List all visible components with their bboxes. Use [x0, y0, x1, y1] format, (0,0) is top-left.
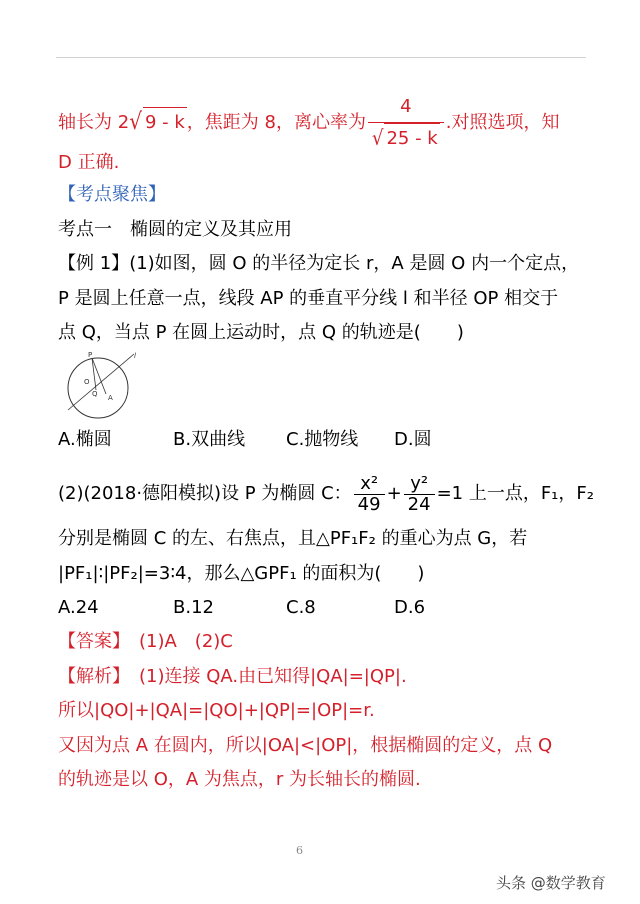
- option-d: D.6: [394, 597, 426, 618]
- option-d: D.圆: [394, 429, 432, 450]
- option-a: A.24: [58, 597, 99, 618]
- solution-line-2: D 正确.: [58, 152, 120, 173]
- analysis-line-3: 又因为点 A 在圆内，所以|OA|<|OP|，根据椭圆的定义，点 Q: [58, 735, 553, 756]
- fraction-y2-24: $\frac{\text{y²}}{24}$: [404, 474, 435, 515]
- option-b: B.双曲线: [173, 429, 246, 450]
- example1-line-1: 【例 1】(1)如图，圆 O 的半径为定长 r，A 是圆 O 内一个定点，: [58, 253, 580, 274]
- analysis-line-2: 所以|QO|+|QA|=|QO|+|QP|=|OP|=r.: [58, 700, 375, 721]
- eccentricity-fraction: $\frac{4}{√ 25 - k}$: [368, 92, 444, 154]
- option-c: C.抛物线: [286, 429, 359, 450]
- option-a: A.椭圆: [58, 429, 112, 450]
- line1-mid: ，焦距为 8，离心率为: [186, 112, 366, 133]
- circle-figure: [60, 350, 140, 420]
- analysis-line-1: 【解析】 (1)连接 QA.由已知得|QA|=|QP|.: [58, 666, 407, 687]
- example-label: 【例 1】: [58, 253, 130, 274]
- example2-line-3: |PF₁|∶|PF₂|=3∶4，那么△GPF₁ 的面积为( ): [58, 563, 425, 584]
- example1-line-2: P 是圆上任意一点，线段 AP 的垂直平分线 l 和半径 OP 相交于: [58, 288, 559, 309]
- figure-label-a: A: [108, 394, 113, 402]
- top-rule: [56, 57, 586, 58]
- example2-line-1: (2)(2018·德阳模拟)设 P 为椭圆 C： $\frac{\text{x²}}{49}$ + $\frac{\text{y²}}{24}$ =1 上一点，F₁，F₂: [58, 472, 594, 515]
- figure-label-l: l: [134, 352, 136, 360]
- analysis-tag: 【解析】: [58, 666, 121, 687]
- answer-line: [58, 631, 233, 653]
- analysis-line-4: 的轨迹是以 O，A 为焦点，r 为长轴长的椭圆.: [58, 769, 421, 790]
- example1-line-3: 点 Q，当点 P 在圆上运动时，点 Q 的轨迹是( ): [58, 322, 464, 343]
- option-c: C.8: [286, 597, 316, 618]
- topic-heading: 考点一 椭圆的定义及其应用: [58, 219, 292, 240]
- figure-label-q: Q: [92, 390, 98, 398]
- fraction-x2-49: $\frac{\text{x²}}{49}$: [354, 474, 385, 515]
- option-b: B.12: [173, 597, 214, 618]
- options-q1: [58, 425, 598, 450]
- line1-prefix: 轴长为 2: [58, 112, 130, 133]
- frac-denominator: 25 - k: [384, 123, 439, 154]
- options-q2: [58, 597, 598, 619]
- watermark: 头条 @数学教育: [496, 874, 606, 892]
- solution-line-1: 轴长为 2√ 9 - k ，焦距为 8，离心率为 $\frac{4}{√ 25 - k}$ .对照选项，知: [58, 92, 559, 154]
- sqrt-9-k: 9 - k: [143, 107, 187, 138]
- focus-heading: 【考点聚焦】: [58, 184, 166, 205]
- line1-suffix: .对照选项，知: [445, 112, 560, 133]
- example2-line-2: 分别是椭圆 C 的左、右焦点，且△PF₁F₂ 的重心为点 G，若: [58, 528, 528, 549]
- answer-tag: 【答案】: [58, 631, 121, 652]
- frac-numerator: 4: [368, 92, 444, 123]
- answer-text: (1)A (2)C: [139, 631, 233, 652]
- figure-label-p: P: [88, 351, 93, 359]
- page-number: 6: [296, 844, 303, 857]
- figure-label-o: O: [84, 378, 90, 386]
